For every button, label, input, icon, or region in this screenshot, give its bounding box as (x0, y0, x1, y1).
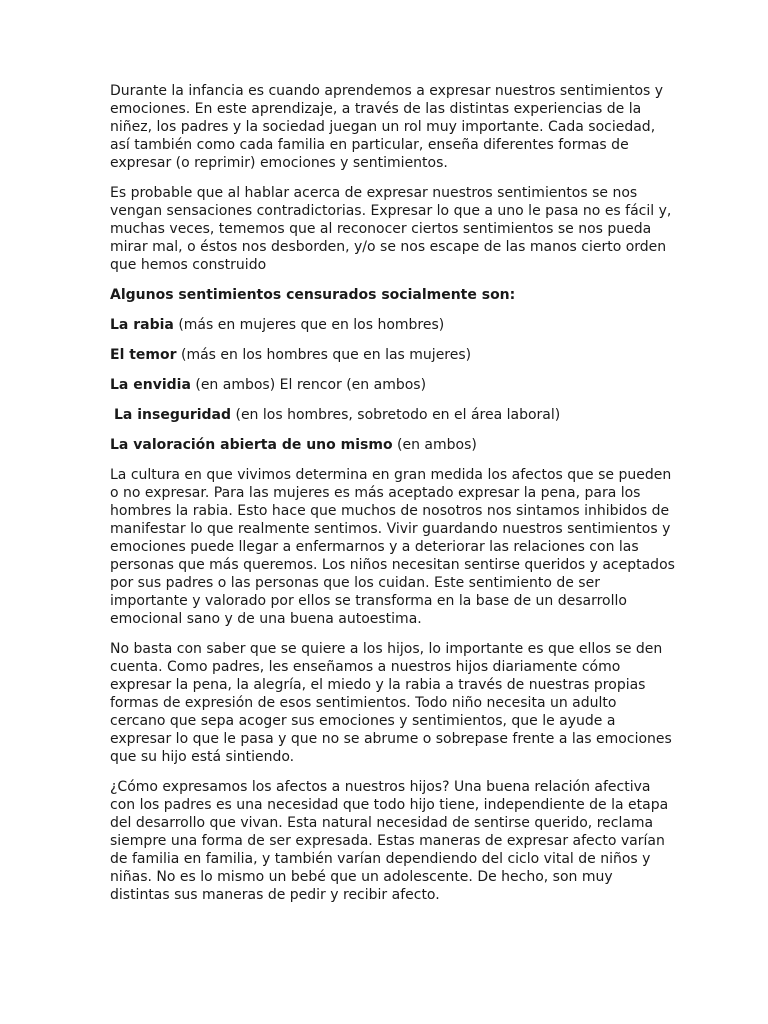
list-item-inseguridad (110, 406, 676, 424)
paragraph-parents: No basta con saber que se quiere a los hijos, lo importante es que ellos se den cuenta. Como padres, les enseñamos a nuestros hijos diariamente cómo expresar la pena, la alegría, el miedo y la rabia a través de nuestras propias formas de expresión de esos sentimientos. Todo niño necesita un adulto cercano que sepa acoger sus emociones y sentimientos, que le ayude a expresar lo que le pasa y que no se abrume o sobrepase frente a las emociones que su hijo está sintiendo. (110, 641, 672, 765)
paragraph-intro: Durante la infancia es cuando aprendemos a expresar nuestros sentimientos y emociones. En este aprendizaje, a través de las distintas experiencias de la niñez, los padres y la sociedad juegan un rol muy importante. Cada sociedad, así también como cada familia en particular, enseña diferentes formas de expresar (o reprimir) emociones y sentimientos. (110, 83, 664, 171)
item-term: La valoración abierta de uno mismo (110, 437, 393, 453)
list-item-envidia (110, 376, 676, 394)
item-term: La rabia (110, 317, 174, 333)
item-note: (más en los hombres que en las mujeres) (176, 347, 472, 363)
item-term: La inseguridad (114, 407, 232, 423)
list-item-rabia (110, 316, 676, 334)
item-note: (más en mujeres que en los hombres) (173, 317, 445, 333)
item-note: (en los hombres, sobretodo en el área laboral) (231, 407, 561, 423)
paragraph-affection: ¿Cómo expresamos los afectos a nuestros hijos? Una buena relación afectiva con los padres es una necesidad que todo hijo tiene, independiente de la etapa del desarrollo que vivan. Esta natural necesidad de sentirse querido, reclama siempre una forma de ser expresada. Estas maneras de expresar afecto varían de familia en familia, y también varían dependiendo del ciclo vital de niños y niñas. No es lo mismo un bebé que un adolescente. De hecho, son muy distintas sus maneras de pedir y recibir afecto. (110, 779, 669, 903)
item-term: El temor (110, 347, 177, 363)
paragraph-culture: La cultura en que vivimos determina en gran medida los afectos que se pueden o no expresar. Para las mujeres es más aceptado expresar la pena, para los hombres la rabia. Esto hace que muchos de nosotros nos sintamos inhibidos de manifestar lo que realmente sentimos. Vivir guardando nuestros sentimientos y emociones puede llegar a enfermarnos y a deteriorar las relaciones con las personas que más queremos. Los niños necesitan sentirse queridos y aceptados por sus padres o las personas que los cuidan. Este sentimiento de ser importante y valorado por ellos se transforma en la base de un desarrollo emocional sano y de una buena autoestima. (110, 467, 675, 627)
section-heading: Algunos sentimientos censurados socialmente son: (110, 287, 516, 303)
paragraph-contradictions: Es probable que al hablar acerca de expresar nuestros sentimientos se nos vengan sensaciones contradictorias. Expresar lo que a uno le pasa no es fácil y, muchas veces, tememos que al reconocer ciertos sentimientos se nos pueda mirar mal, o éstos nos desborden, y/o se nos escape de las manos cierto orden que hemos construido (110, 185, 672, 273)
list-item-valoracion (110, 436, 676, 454)
document-page (110, 82, 676, 916)
item-note: (en ambos) El rencor (en ambos) (190, 377, 427, 393)
item-note: (en ambos) (392, 437, 477, 453)
list-item-temor (110, 346, 676, 364)
item-term: La envidia (110, 377, 191, 393)
